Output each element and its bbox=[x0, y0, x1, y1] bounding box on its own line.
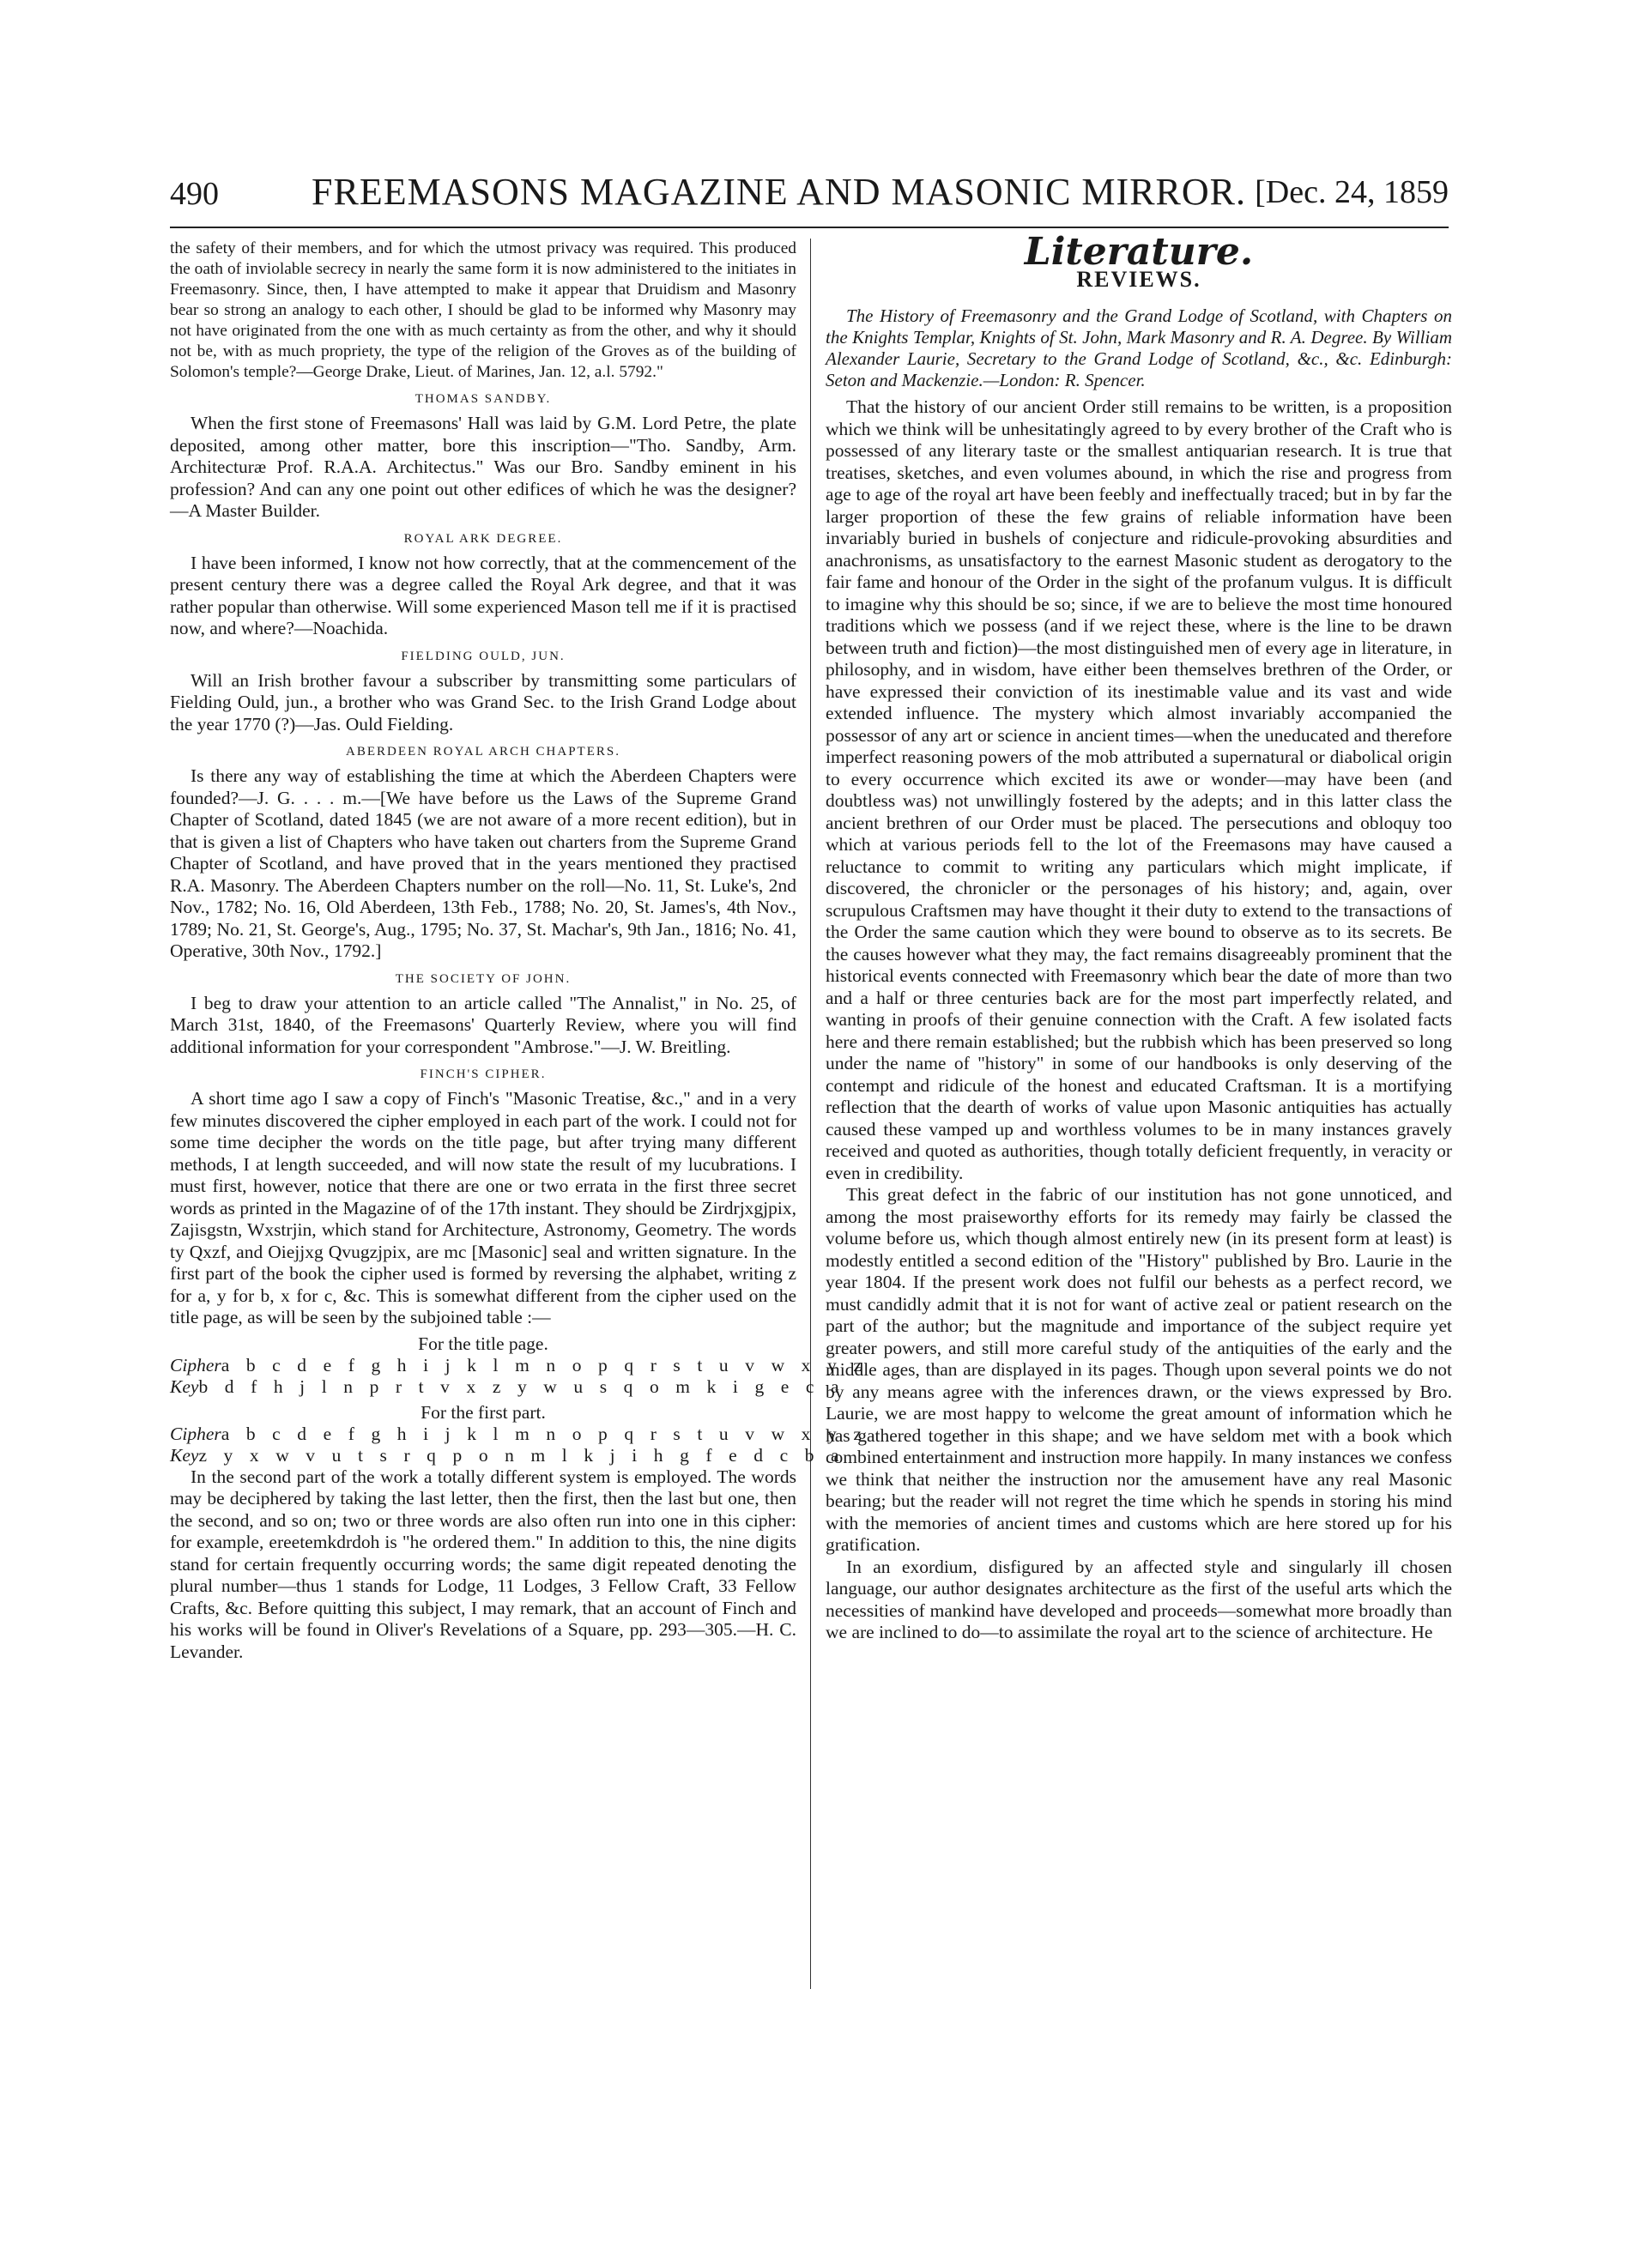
key-row bbox=[170, 1444, 845, 1466]
section-heading-aberdeen: ABERDEEN ROYAL ARCH CHAPTERS. bbox=[346, 745, 620, 759]
review-paragraph-2: This great defect in the fabric of our institution has not gone unnoticed, and among the most praiseworthy efforts for its remedy may fairly be classed the volume before us, which though almost entirely new (in its present form at least) is modestly entitled a second edition of the "History" published by Bro. Laurie in the year 1804. If the present work does not fulfil our behests as a perfect record, we must candidly admit that it is not for want of active zeal or patient research on the part of the author; but the magnitude and importance of the subject require yet greater powers, and still more careful study of the antiquities of the early and the middle ages, than are displayed in its pages. Though upon several points we do not by any means agree with the inferences drawn, or the views expressed by Bro. Laurie, we are most happy to welcome the great amount of information which he has gathered together in this shape; and we have seldom met with a book which combined entertainment and instruction more happily. In many instances we confess we think that neither the instruction nor the amusement have any real Masonic bearing; but the reader will not regret the time which he spends in storing his mind with the memories of ancient times and customs which are here stored up for his gratification. bbox=[826, 1184, 1452, 1555]
header-rule bbox=[170, 227, 1449, 228]
book-citation: The History of Freemasonry and the Grand Lodge of Scotland, with Chapters on the Knights Templar, Knights of St. John, Mark Masonry and R. A. Degree. By William Alexander Laurie, Secretary to the Grand Lodge of Scotland, &c., &c. Edinburgh: Seton and Mackenzie.—London: R. Spencer. bbox=[826, 305, 1452, 390]
review-paragraph-3: In an exordium, disfigured by an affected style and singularly ill chosen language, our author designates architecture as the first of the useful arts which the necessities of mankind have developed and proceeds—somewhat more broadly than we are inclined to do—to assimilate the royal art to the science of architecture. He bbox=[826, 1556, 1452, 1642]
key-alphabet: b d f h j l n p r t v x z y w u s q o m k i g e c a bbox=[198, 1375, 845, 1397]
ould-paragraph: Will an Irish brother favour a subscriber by transmitting some particulars of Fielding Ould, jun., a brother who was Grand Sec. to the Irish Grand Lodge about the year 1770 (?)—Jas. Ould Fielding. bbox=[170, 669, 796, 735]
finch-paragraph: A short time ago I saw a copy of Finch's "Masonic Treatise, &c.," and in a very few minutes discovered the cipher employed in each part of the work. I could not for some time decipher the words on the title page, but after trying many different methods, I at length succeeded, and will now state the result of my lucubrations. I must first, however, notice that there are one or two errata in the first three secret words as printed in the Magazine of of the 17th instant. They should be Zirdrjxgjpix, Zajisgstn, Wxstrjin, which stand for Architecture, Astronomy, Geometry. The words ty Qxzf, and Oiejjxg Qvugzjpix, are mc [Masonic] seal and written signature. In the first part of the book the cipher used is formed by reversing the alphabet, writing z for a, y for b, x for c, &c. This is somewhat different from the cipher used on the title page, as will be seen by the subjoined table :— bbox=[170, 1088, 796, 1327]
issue-date: [Dec. 24, 1859 bbox=[1255, 174, 1449, 210]
section-heading-john: THE SOCIETY OF JOHN. bbox=[395, 971, 572, 986]
aberdeen-paragraph: Is there any way of establishing the time at which the Aberdeen Chapters were founded?—J. G. . . . m.—[We have before us the Laws of the Supreme Grand Chapter of Scotland, dated 1845 (we are not aware of a more recent edition), but in that is given a list of Chapters who have taken out charters from the Supreme Grand Chapter of Scotland, and have proved that in the years mentioned they practised R.A. Masonry. The Aberdeen Chapters number on the roll—No. 11, St. Luke's, 2nd Nov., 1782; No. 16, Old Aberdeen, 13th Feb., 1788; No. 20, St. James's, 4th Nov., 1789; No. 21, St. George's, Aug., 1795; No. 37, St. Machar's, 9th Jan., 1816; No. 41, Operative, 30th Nov., 1792.] bbox=[170, 765, 796, 961]
review-paragraph-1: That the history of our ancient Order still remains to be written, is a proposition which we think will be unhesitatingly agreed to by every brother of the Craft who is possessed of any literary taste or the smallest antiquarian research. It is true that treatises, sketches, and even volumes abound, in which the rise and progress from age to age of the royal art have been feebly and ineffectually traced; but in by far the larger proportion of these the few grains of reliable information have been invariably buried in bushels of conjecture and ridicule-provoking absurdities and anachronisms, as unsatisfactory to the earnest Masonic student as derogatory to the fair fame and honour of the Order in the sight of the profanum vulgus. It is difficult to imagine why this should be so; since, if we are to believe the most time honoured traditions which we possess (and if we reject these, where is the line to be drawn between truth and fiction)—the most distinguished men of every age in literature, in philosophy, and in wisdom, have either been themselves brethren of the Order, or have expressed their conviction of its inestimable value and its vast and wide extended influence. The mystery which almost invariably accompanied the possessor of any art or science in ancient times—when the uneducated and therefore imperfect reasoning powers of the mob attributed a supernatural or diabolical origin to every occurrence which excited its awe or wonder—may have been (and doubtless was) not unwillingly fostered by the adepts; and in this latter class the ancient brethren of our Order must be placed. The persecutions and obloquy too which at various periods fell to the lot of the Freemasons may have caused a reluctance to commit to writing any particulars which might implicate, if discovered, the chronicler or the personages of his history; and, again, over scrupulous Craftsmen may have thought it their duty to extend to the transactions of the Order the same caution which they were bound to observe as to its secrets. Be the causes however what they may, the fact remains disagreeably prominent that the historical events connected with Freemasonry which bear the date of more than two and a half or three centuries back are for the most part imperfectly related, and wanting in proofs of their genuine connection with the Craft. A few isolated facts here and there remain established; but the rubbish which has been preserved so long under the name of "history" in some of our handbooks is only deserving of the contempt and ridicule of the honest and educated Craftsman. It is a mortifying reflection that the dearth of works of value upon Masonic antiquities has actually caused these vamped up and worthless volumes to be in many instances gravely received and quoted as authorities, though totally deficient frequently, in veracity or even in credibility. bbox=[826, 396, 1452, 1183]
cipher-label: Cipher bbox=[170, 1354, 221, 1375]
cipher-table-title-2: For the first part. bbox=[421, 1401, 546, 1423]
key-alphabet: z y x w v u t s r q p o n m l k j i h g f e d c b a bbox=[198, 1444, 845, 1466]
section-heading-ould: FIELDING OULD, JUN. bbox=[401, 649, 566, 663]
finch-continued-paragraph: In the second part of the work a totally different system is employed. The words may be deciphered by taking the last letter, then the first, then the last but one, then the second, and so on; two or three words are also often run into one in this cipher: for example, ereetemkdrdoh is "he ordered them." In addition to this, the nine digits stand for certain frequently occurring words; the same digit repeated denoting the plural number—thus 1 stands for Lodge, 11 Lodges, 3 Fellow Craft, 33 Fellow Crafts, &c. Before quitting this subject, I may remark, that an account of Finch and his works will be found in Oliver's Revelations of a Square, pp. 293—305.—H. C. Levander. bbox=[170, 1466, 796, 1662]
right-column bbox=[826, 230, 1452, 1644]
cipher-label: Cipher bbox=[170, 1423, 221, 1444]
section-heading-ark: ROYAL ARK DEGREE. bbox=[403, 531, 563, 546]
section-title-literature: Literature. bbox=[1024, 230, 1254, 274]
section-heading-sandby: THOMAS SANDBY. bbox=[415, 392, 552, 406]
john-paragraph: I beg to draw your attention to an article called "The Annalist," in No. 25, of March 31st, 1840, of the Freemasons' Quarterly Review, where you will find additional information for your correspondent "Ambrose."—J. W. Breitling. bbox=[170, 992, 796, 1057]
section-heading-finch: FINCH'S CIPHER. bbox=[420, 1067, 547, 1081]
key-row bbox=[170, 1375, 845, 1398]
intro-paragraph: the safety of their members, and for which the utmost privacy was required. This produced the oath of inviolable secrecy in nearly the same form it is now administered to the initiates in Freemasonry. Since, then, I have attempted to make it appear that Druidism and Masonry bear so strong an analogy to each other, I should be glad to be informed why Masonry may not have originated from the one with as much certainty as from the other, and why it should not be, with as much propriety, the type of the religion of the Groves as of the building of Solomon's temple?—George Drake, Lieut. of Marines, Jan. 12, a.l. 5792." bbox=[170, 239, 796, 381]
sandby-paragraph: When the first stone of Freemasons' Hall was laid by G.M. Lord Petre, the plate deposited, among other matter, bore this inscription—"Tho. Sandby, Arm. Architecturæ Prof. R.A.A. Architectus." Was our Bro. Sandby eminent in his profession? And can any one point out other edifices of which he was the designer?—A Master Builder. bbox=[170, 413, 796, 521]
page-number: 490 bbox=[170, 176, 219, 212]
page-header bbox=[170, 170, 1449, 218]
key-label: Key bbox=[170, 1375, 199, 1397]
ark-paragraph: I have been informed, I know not how correctly, that at the commencement of the present century there was a degree called the Royal Ark degree, and that it was rather popular than otherwise. Will some experienced Mason tell me if it is practised now, and where?—Noachida. bbox=[170, 552, 796, 638]
masthead-title: FREEMASONS MAGAZINE AND MASONIC MIRROR. bbox=[312, 171, 1247, 213]
cipher-table-title-1: For the title page. bbox=[418, 1333, 548, 1354]
cipher-alphabet: a b c d e f g h i j k l m n o p q r s t u v w x y z bbox=[221, 1354, 868, 1375]
cipher-alphabet: a b c d e f g h i j k l m n o p q r s t u v w x y z bbox=[221, 1423, 868, 1444]
key-label: Key bbox=[170, 1444, 199, 1466]
cipher-row bbox=[170, 1354, 868, 1376]
cipher-row bbox=[170, 1423, 868, 1445]
left-column bbox=[170, 239, 868, 1663]
column-divider bbox=[810, 239, 811, 1989]
section-subtitle-reviews: REVIEWS. bbox=[1076, 267, 1201, 292]
